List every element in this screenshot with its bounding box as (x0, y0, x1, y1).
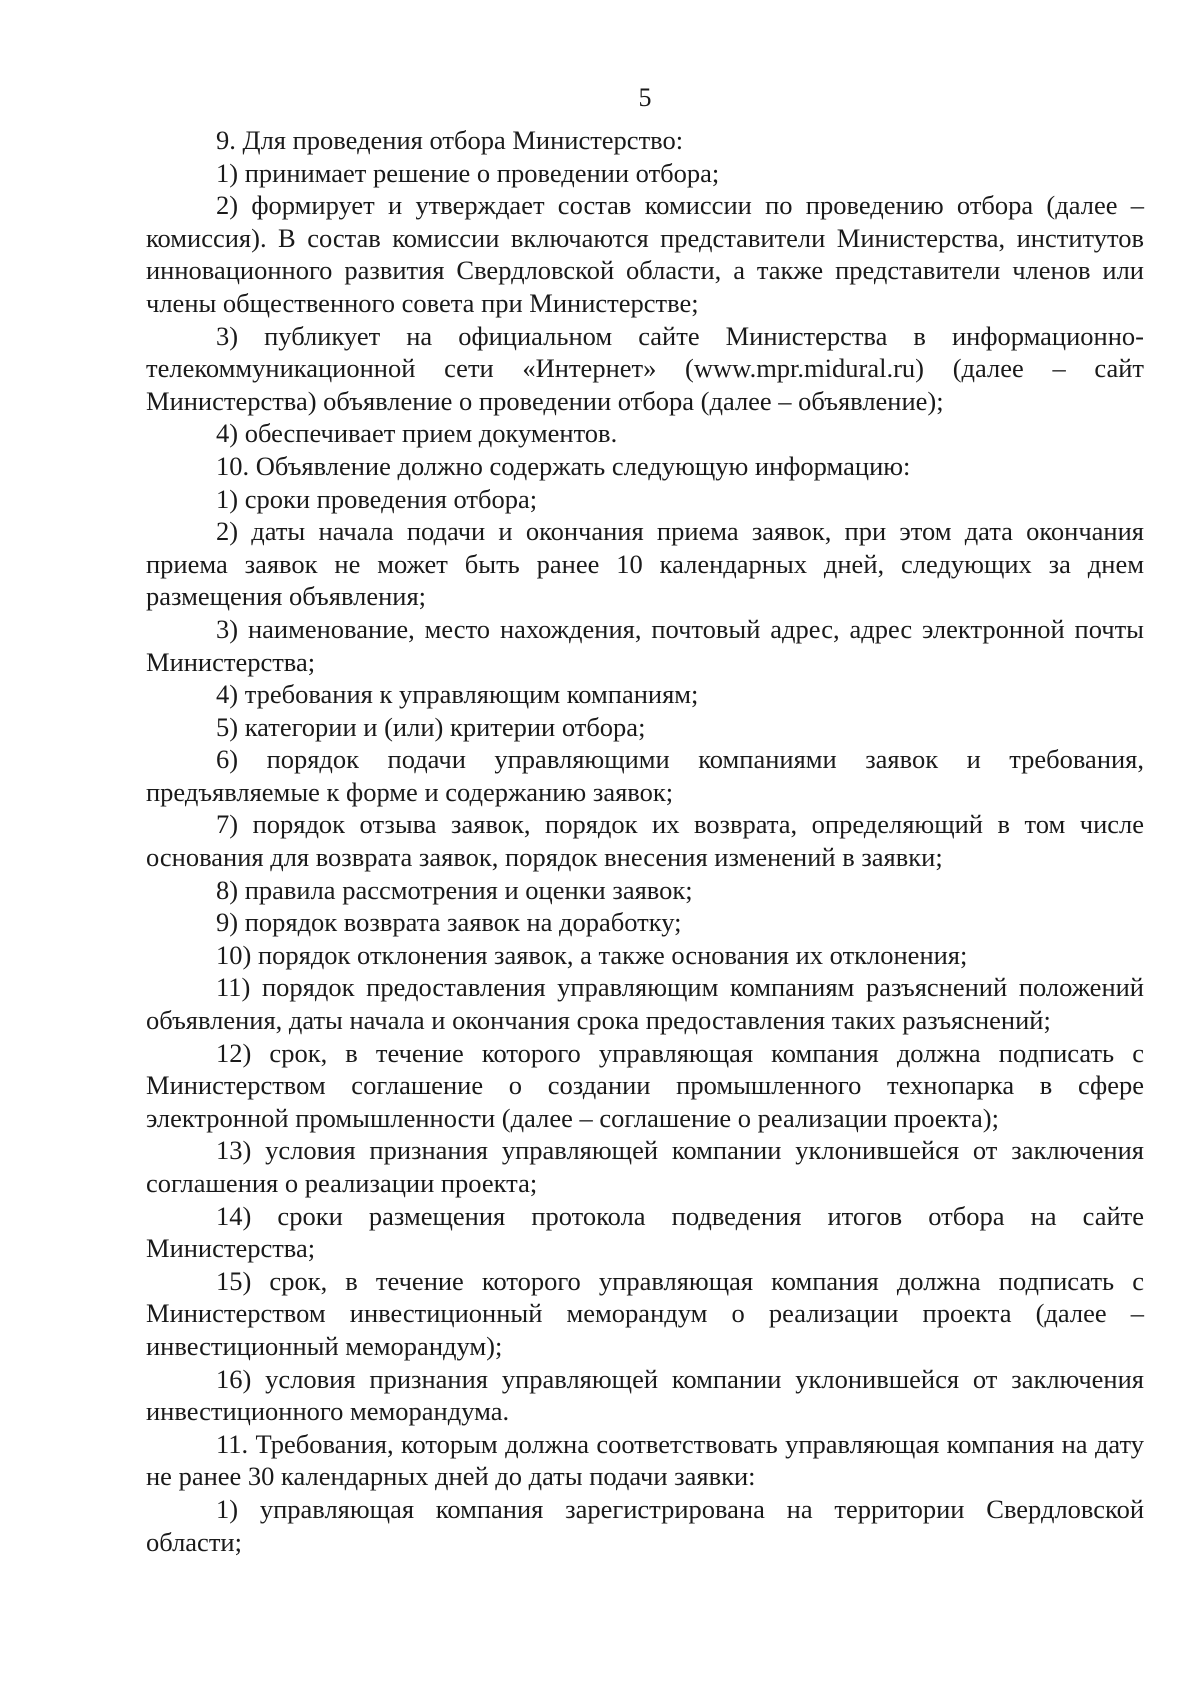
paragraph: 4) обеспечивает прием документов. (216, 418, 618, 449)
paragraph: 10. Объявление должно содержать следующую информацию: (216, 450, 911, 481)
paragraph: 3) публикует на официальном сайте Министерства в информационно-телекоммуникационной сети «Интернет» (www.mpr.midural.ru) (далее – сайт Министерства) объявление о проведении отбора (далее – объявление); (146, 320, 1144, 416)
paragraph: 16) условия признания управляющей компании уклонившейся от заключения инвестиционного меморандума. (146, 1363, 1144, 1427)
paragraph: 1) сроки проведения отбора; (216, 483, 538, 514)
paragraph: 9. Для проведения отбора Министерство: (216, 125, 684, 155)
paragraph: 9) порядок возврата заявок на доработку; (216, 907, 682, 938)
paragraph: 13) условия признания управляющей компании уклонившейся от заключения соглашения о реализации проекта; (146, 1135, 1144, 1198)
paragraph: 11. Требования, которым должна соответствовать управляющая компания на дату не ранее 30 календарных дней до даты подачи заявки: (146, 1428, 1144, 1492)
paragraph: 1) управляющая компания зарегистрирована на территории Свердловской области; (146, 1493, 1144, 1557)
paragraph: 12) срок, в течение которого управляющая компания должна подписать с Министерством соглашение о создании промышленного технопарка в сфере электронной промышленности (далее – соглашение о реализации проекта); (146, 1037, 1144, 1133)
paragraph: 14) сроки размещения протокола подведения итогов отбора на сайте Министерства; (146, 1200, 1144, 1264)
paragraph: 2) даты начала подачи и окончания приема заявок, при этом дата окончания приема заявок не может быть ранее 10 календарных дней, следующих за днем размещения объявления; (146, 516, 1144, 612)
paragraph: 10) порядок отклонения заявок, а также основания их отклонения; (216, 939, 968, 970)
paragraph: 4) требования к управляющим компаниям; (216, 679, 699, 710)
document-body (146, 124, 1144, 1558)
paragraph: 6) порядок подачи управляющими компаниями заявок и требования, предъявляемые к форме и содержанию заявок; (146, 744, 1144, 807)
paragraph: 1) принимает решение о проведении отбора; (216, 157, 720, 188)
paragraph: 3) наименование, место нахождения, почтовый адрес, адрес электронной почты Министерства; (146, 613, 1144, 677)
page-number: 5 (638, 83, 652, 112)
paragraph: 11) порядок предоставления управляющим компаниям разъяснений положений объявления, даты начала и окончания срока предоставления таких разъяснений; (146, 972, 1144, 1036)
paragraph: 2) формирует и утверждает состав комиссии по проведению отбора (далее – комиссия). В состав комиссии включаются представители Министерства, институтов инновационного развития Свердловской области, а также представители членов или члены общественного совета при Министерстве; (146, 190, 1144, 318)
paragraph: 8) правила рассмотрения и оценки заявок; (216, 874, 693, 905)
paragraph: 5) категории и (или) критерии отбора; (216, 711, 646, 742)
paragraph: 15) срок, в течение которого управляющая компания должна подписать с Министерством инвестиционный меморандум о реализации проекта (далее – инвестиционный меморандум); (146, 1265, 1144, 1361)
paragraph: 7) порядок отзыва заявок, порядок их возврата, определяющий в том числе основания для возврата заявок, порядок внесения изменений в заявки; (146, 809, 1144, 873)
